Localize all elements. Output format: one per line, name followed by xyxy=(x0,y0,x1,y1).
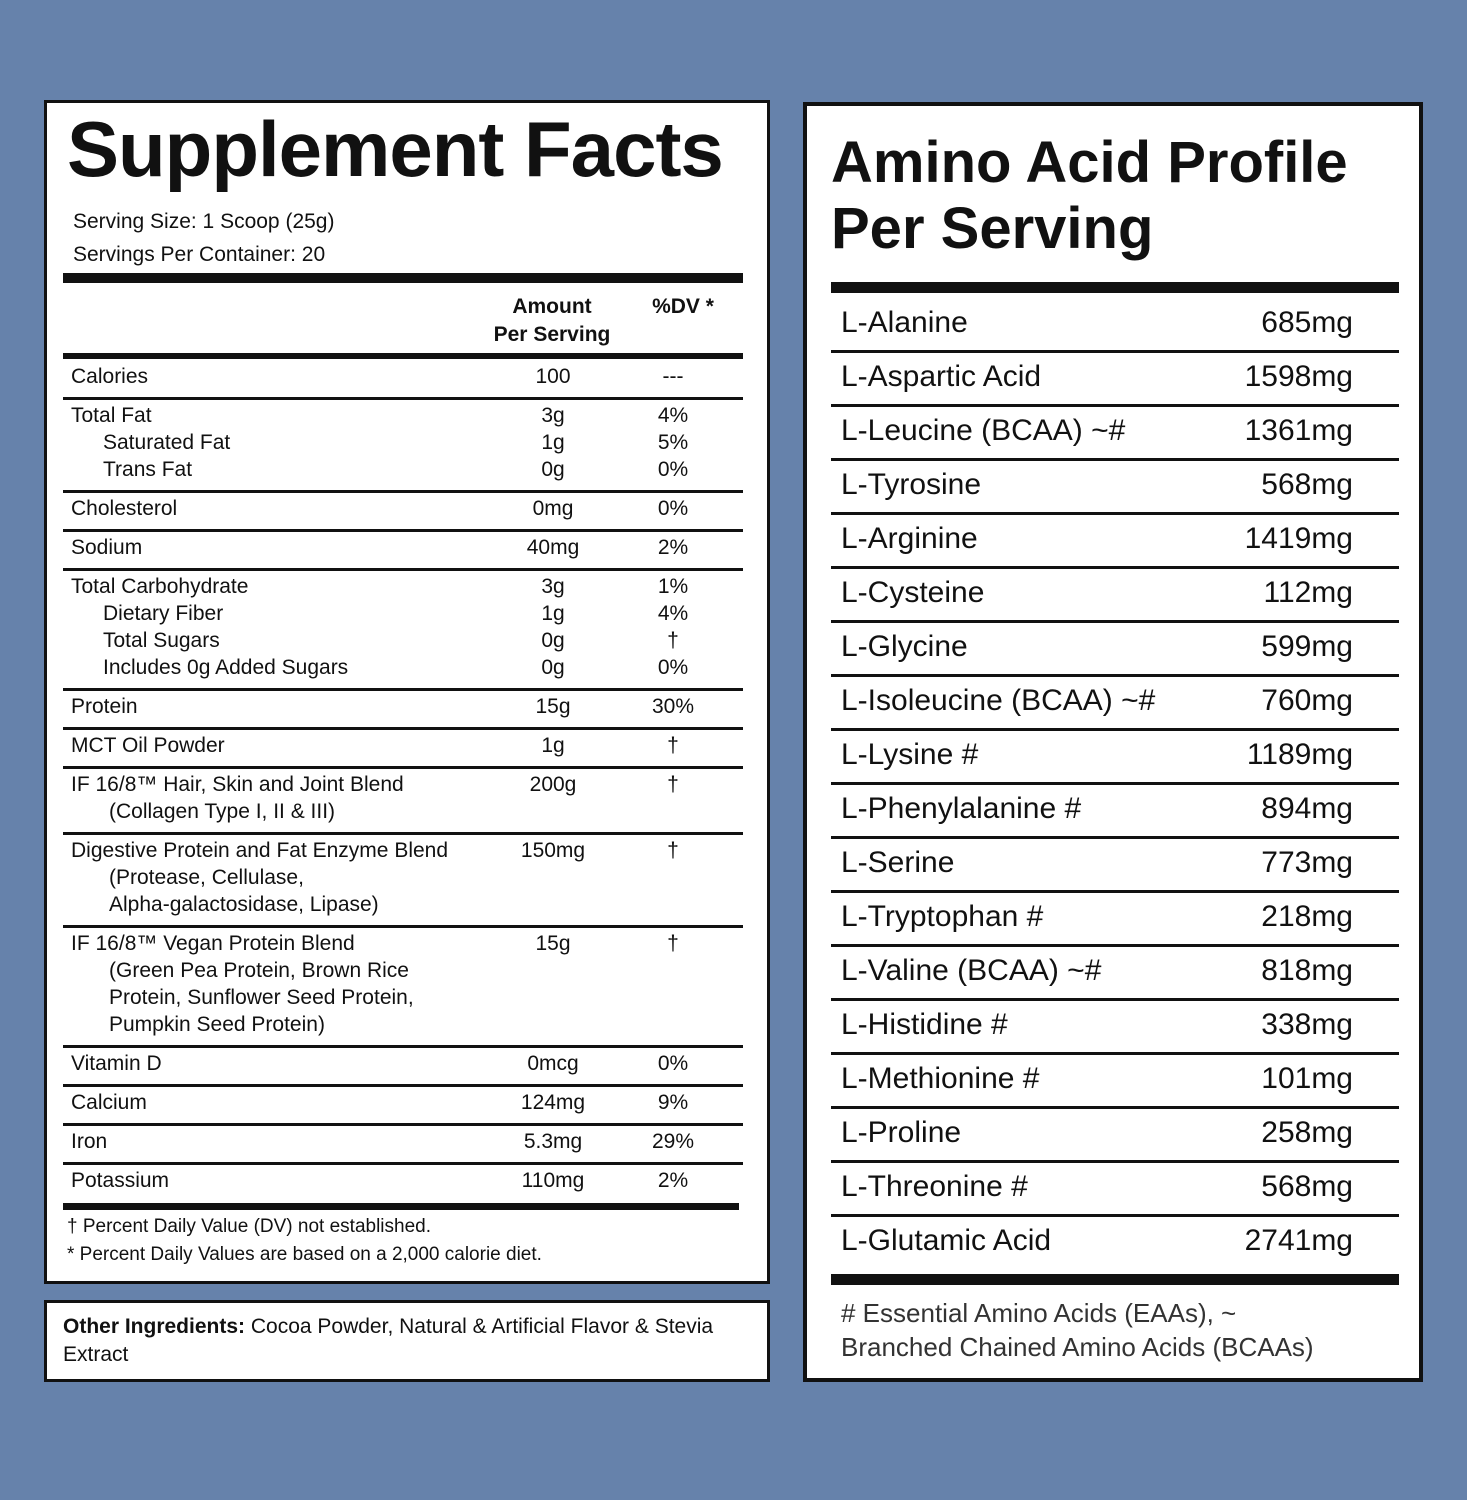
amino-acid-name: L-Phenylalanine # xyxy=(841,792,1082,825)
amino-title-line1: Amino Acid Profile xyxy=(831,130,1348,195)
amino-acid-row xyxy=(831,892,1399,942)
nutrient-name: MCT Oil Powder xyxy=(71,734,225,757)
amino-acid-amount: 1419mg xyxy=(1244,522,1353,555)
nutrient-amount: 0g xyxy=(541,656,565,679)
amino-profile-title xyxy=(831,130,1348,262)
nutrient-row xyxy=(63,839,743,920)
nutrient-line xyxy=(63,734,743,761)
supplement-facts-panel xyxy=(44,100,770,1284)
amino-acid-row xyxy=(831,946,1399,996)
nutrient-row xyxy=(63,773,743,827)
nutrient-amount: 3g xyxy=(541,575,565,598)
nutrient-line xyxy=(63,458,743,485)
nutrient-name: Vitamin D xyxy=(71,1052,162,1075)
nutrient-line xyxy=(63,893,743,920)
amino-acid-amount: 112mg xyxy=(1263,576,1353,609)
nutrient-line xyxy=(63,1013,743,1040)
amino-acid-name: L-Aspartic Acid xyxy=(841,360,1042,393)
nutrient-line xyxy=(63,404,743,431)
amino-acid-amount: 218mg xyxy=(1261,900,1353,933)
amino-acid-name: L-Arginine xyxy=(841,522,978,555)
amino-acid-name: L-Lysine # xyxy=(841,738,979,771)
amino-acid-row xyxy=(831,622,1399,672)
amount-header-line1: Amount xyxy=(512,295,592,318)
nutrient-row xyxy=(63,695,743,722)
nutrient-name: Iron xyxy=(71,1130,108,1153)
nutrient-amount: 1g xyxy=(541,602,565,625)
nutrient-amount: 150mg xyxy=(520,839,586,862)
header-divider xyxy=(63,353,743,359)
amino-acid-row xyxy=(831,352,1399,402)
nutrient-dv: 9% xyxy=(657,1091,689,1114)
amino-acid-row xyxy=(831,730,1399,780)
nutrient-line xyxy=(63,1091,743,1118)
amount-header-line2: Per Serving xyxy=(493,323,611,346)
row-divider xyxy=(63,832,743,835)
nutrient-line xyxy=(63,839,743,866)
row-divider xyxy=(63,727,743,730)
amino-acid-amount: 1189mg xyxy=(1246,738,1353,771)
nutrient-amount: 0g xyxy=(541,629,565,652)
nutrient-line xyxy=(63,959,743,986)
nutrient-row xyxy=(63,1091,743,1118)
amino-acid-amount: 685mg xyxy=(1261,306,1353,339)
amino-acid-row xyxy=(831,784,1399,834)
nutrient-line xyxy=(63,773,743,800)
nutrient-dv: † xyxy=(667,932,679,955)
nutrient-amount: 40mg xyxy=(526,536,580,559)
amino-acid-name: L-Glutamic Acid xyxy=(841,1224,1052,1257)
amino-acid-name: L-Threonine # xyxy=(841,1170,1028,1203)
amino-bottom-divider xyxy=(831,1274,1399,1285)
other-ingredients-label: Other Ingredients: xyxy=(63,1315,246,1338)
amino-acid-row xyxy=(831,1000,1399,1050)
amino-acid-name: L-Histidine # xyxy=(841,1008,1008,1041)
nutrient-name: Cholesterol xyxy=(71,497,178,520)
row-divider xyxy=(63,529,743,532)
nutrient-dv: 1% xyxy=(657,575,689,598)
nutrient-name: Protein xyxy=(71,695,138,718)
nutrient-name: Potassium xyxy=(71,1169,170,1192)
row-divider xyxy=(63,490,743,493)
nutrient-line xyxy=(63,629,743,656)
footnote-star: * Percent Daily Values are based on a 2,000 calorie diet. xyxy=(67,1244,542,1265)
nutrient-name: Digestive Protein and Fat Enzyme Blend xyxy=(71,839,449,862)
row-divider xyxy=(63,688,743,691)
amino-acid-row xyxy=(831,568,1399,618)
row-divider xyxy=(63,1123,743,1126)
nutrient-row xyxy=(63,734,743,761)
nutrient-row xyxy=(63,932,743,1040)
amino-note-line1: # Essential Amino Acids (EAAs), ~ xyxy=(841,1298,1237,1328)
serving-size: Serving Size: 1 Scoop (25g) xyxy=(73,210,335,233)
dv-header: %DV * xyxy=(652,295,714,318)
nutrient-name: Calcium xyxy=(71,1091,147,1114)
nutrient-amount: 15g xyxy=(535,695,571,718)
nutrient-line xyxy=(63,932,743,959)
nutrient-line xyxy=(63,602,743,629)
nutrient-row xyxy=(63,1130,743,1157)
row-divider xyxy=(63,397,743,400)
nutrient-amount: 1g xyxy=(541,431,565,454)
nutrient-dv: 0% xyxy=(657,458,689,481)
nutrient-amount: 0mcg xyxy=(527,1052,579,1075)
amino-acid-amount: 1361mg xyxy=(1244,414,1353,447)
amino-acid-name: L-Tyrosine xyxy=(841,468,982,501)
amino-acid-name: L-Tryptophan # xyxy=(841,900,1044,933)
nutrient-row xyxy=(63,575,743,683)
amino-note-line2: Branched Chained Amino Acids (BCAAs) xyxy=(841,1332,1314,1362)
nutrient-line xyxy=(63,431,743,458)
nutrient-row xyxy=(63,1052,743,1079)
nutrient-line xyxy=(63,1052,743,1079)
row-divider xyxy=(63,568,743,571)
nutrient-name: Alpha-galactosidase, Lipase) xyxy=(109,893,379,916)
amino-acid-amount: 818mg xyxy=(1261,954,1353,987)
nutrient-dv: † xyxy=(667,773,679,796)
amino-acid-amount: 2741mg xyxy=(1244,1224,1353,1257)
nutrient-dv: † xyxy=(667,629,679,652)
amino-acid-amount: 1598mg xyxy=(1244,360,1353,393)
nutrient-name: IF 16/8™ Vegan Protein Blend xyxy=(71,932,355,955)
nutrient-dv: † xyxy=(667,734,679,757)
footnote-dagger: † Percent Daily Value (DV) not established. xyxy=(67,1216,431,1237)
nutrient-amount: 0g xyxy=(541,458,565,481)
nutrient-amount: 15g xyxy=(535,932,571,955)
nutrient-name: Includes 0g Added Sugars xyxy=(103,656,349,679)
supplement-facts-title: Supplement Facts xyxy=(67,105,723,193)
amino-acid-name: L-Methionine # xyxy=(841,1062,1040,1095)
amino-acid-row xyxy=(831,298,1399,348)
nutrient-line xyxy=(63,365,743,392)
amino-acid-row xyxy=(831,838,1399,888)
amino-acid-row xyxy=(831,1162,1399,1212)
nutrient-row xyxy=(63,1169,743,1196)
amino-acid-row xyxy=(831,460,1399,510)
nutrient-dv: 29% xyxy=(651,1130,695,1153)
nutrient-name: (Protease, Cellulase, xyxy=(109,866,304,889)
amino-acid-name: L-Proline xyxy=(841,1116,962,1149)
amino-acid-row xyxy=(831,1108,1399,1158)
row-divider xyxy=(63,1084,743,1087)
amino-acid-row xyxy=(831,514,1399,564)
nutrient-dv: 4% xyxy=(657,404,689,427)
amino-acid-amount: 773mg xyxy=(1261,846,1353,879)
nutrient-dv: 2% xyxy=(657,1169,689,1192)
nutrient-amount: 200g xyxy=(529,773,577,796)
nutrient-line xyxy=(63,695,743,722)
row-divider xyxy=(63,925,743,928)
nutrient-name: Total Carbohydrate xyxy=(71,575,249,598)
thick-divider-bottom xyxy=(63,1203,739,1210)
amino-acid-profile-panel xyxy=(803,102,1423,1382)
amino-acid-row xyxy=(831,1054,1399,1104)
nutrient-name: Pumpkin Seed Protein) xyxy=(109,1013,325,1036)
amino-acid-row xyxy=(831,676,1399,726)
nutrient-dv: † xyxy=(667,839,679,862)
nutrient-line xyxy=(63,866,743,893)
nutrient-name: Sodium xyxy=(71,536,143,559)
amino-acid-name: L-Leucine (BCAA) ~# xyxy=(841,414,1126,447)
nutrient-line xyxy=(63,656,743,683)
amino-acid-amount: 101mg xyxy=(1261,1062,1353,1095)
nutrient-name: Protein, Sunflower Seed Protein, xyxy=(109,986,414,1009)
nutrient-line xyxy=(63,536,743,563)
nutrient-line xyxy=(63,497,743,524)
row-divider xyxy=(63,1162,743,1165)
amino-acid-row xyxy=(831,1216,1399,1266)
nutrient-name: Calories xyxy=(71,365,149,388)
amino-acid-amount: 338mg xyxy=(1261,1008,1353,1041)
nutrient-amount: 110mg xyxy=(521,1169,585,1192)
row-divider xyxy=(63,1045,743,1048)
amino-acid-amount: 599mg xyxy=(1261,630,1353,663)
nutrient-line xyxy=(63,800,743,827)
nutrient-amount: 100 xyxy=(535,365,571,388)
other-ingredients-text xyxy=(63,1313,743,1369)
nutrient-row xyxy=(63,365,743,392)
nutrient-name: Saturated Fat xyxy=(103,431,231,454)
nutrient-line xyxy=(63,1169,743,1196)
amino-acid-name: L-Alanine xyxy=(841,306,968,339)
nutrient-dv: 2% xyxy=(657,536,689,559)
nutrient-row xyxy=(63,404,743,485)
amino-top-divider xyxy=(831,282,1399,293)
amino-acid-name: L-Valine (BCAA) ~# xyxy=(841,954,1102,987)
nutrient-dv: 0% xyxy=(657,497,689,520)
nutrient-name: Dietary Fiber xyxy=(103,602,224,625)
nutrient-line xyxy=(63,575,743,602)
nutrient-row xyxy=(63,497,743,524)
nutrient-name: IF 16/8™ Hair, Skin and Joint Blend xyxy=(71,773,404,796)
amino-acid-name: L-Serine xyxy=(841,846,955,879)
nutrient-name: (Green Pea Protein, Brown Rice xyxy=(109,959,409,982)
amount-per-serving-header xyxy=(477,293,627,349)
amino-acid-name: L-Cysteine xyxy=(841,576,985,609)
nutrient-name: Total Fat xyxy=(71,404,152,427)
amino-acid-amount: 568mg xyxy=(1261,1170,1353,1203)
amino-acid-name: L-Glycine xyxy=(841,630,968,663)
nutrient-dv: 30% xyxy=(651,695,695,718)
nutrient-dv: --- xyxy=(662,365,684,388)
nutrient-amount: 3g xyxy=(541,404,565,427)
nutrient-amount: 1g xyxy=(541,734,565,757)
nutrient-name: Trans Fat xyxy=(103,458,193,481)
nutrient-row xyxy=(63,536,743,563)
nutrient-amount: 0mg xyxy=(532,497,574,520)
amino-acid-amount: 894mg xyxy=(1261,792,1353,825)
nutrient-dv: 5% xyxy=(657,431,689,454)
thick-divider xyxy=(63,273,743,283)
nutrient-line xyxy=(63,986,743,1013)
nutrient-line xyxy=(63,1130,743,1157)
nutrient-dv: 4% xyxy=(657,602,689,625)
nutrient-dv: 0% xyxy=(657,1052,689,1075)
amino-acid-name: L-Isoleucine (BCAA) ~# xyxy=(841,684,1156,717)
amino-title-line2: Per Serving xyxy=(831,196,1154,261)
nutrient-amount: 124mg xyxy=(520,1091,586,1114)
servings-per-container: Servings Per Container: 20 xyxy=(73,243,326,266)
nutrient-name: (Collagen Type I, II & III) xyxy=(109,800,336,823)
nutrient-name: Total Sugars xyxy=(103,629,220,652)
other-ingredients-panel xyxy=(44,1300,770,1382)
amino-acid-amount: 760mg xyxy=(1261,684,1353,717)
nutrient-dv: 0% xyxy=(657,656,689,679)
amino-acid-amount: 258mg xyxy=(1261,1116,1353,1149)
amino-acid-row xyxy=(831,406,1399,456)
other-ingredients-list: Cocoa Powder, Natural & Artificial Flavor & Stevia Extract xyxy=(63,1315,714,1366)
row-divider xyxy=(63,766,743,769)
nutrient-amount: 5.3mg xyxy=(523,1130,583,1153)
amino-acid-amount: 568mg xyxy=(1261,468,1353,501)
